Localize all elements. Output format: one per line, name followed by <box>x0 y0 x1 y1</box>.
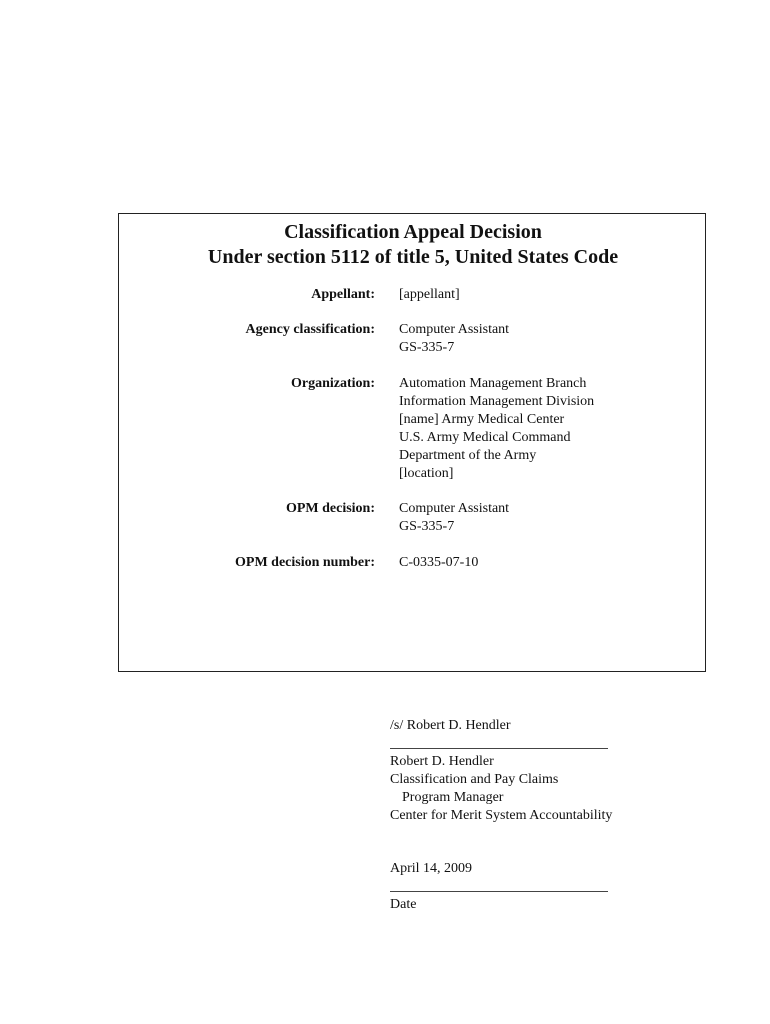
document-subtitle: Under section 5112 of title 5, United States Code <box>207 246 619 268</box>
document-title: Classification Appeal Decision <box>284 221 542 243</box>
opm-decision-label: OPM decision: <box>285 501 375 516</box>
opm-decision-number-label: OPM decision number: <box>235 555 375 570</box>
signer-title-continued: Program Manager <box>402 790 504 805</box>
agency-title: Computer Assistant <box>399 322 510 337</box>
signature-rule <box>390 748 608 749</box>
organization-line: [name] Army Medical Center <box>399 412 565 427</box>
appellant-text: [appellant] <box>399 287 460 302</box>
signer-office: Center for Merit System Accountability <box>390 808 613 823</box>
opm-decision-number-value <box>399 554 478 572</box>
opm-decision-grade: GS-335-7 <box>399 519 455 534</box>
date-rule <box>390 891 608 892</box>
appellant-label: Appellant: <box>311 287 375 302</box>
organization-line: Information Management Division <box>399 394 595 409</box>
opm-decision-value <box>399 500 509 536</box>
organization-line: Department of the Army <box>399 448 537 463</box>
agency-classification-label: Agency classification: <box>245 322 375 337</box>
organization-label: Organization: <box>291 376 375 391</box>
agency-classification-value <box>399 321 509 357</box>
opm-decision-title: Computer Assistant <box>399 501 510 516</box>
signer-title: Classification and Pay Claims <box>390 772 559 787</box>
organization-line: Automation Management Branch <box>399 376 587 391</box>
signature-date: April 14, 2009 <box>390 861 473 876</box>
organization-line: U.S. Army Medical Command <box>399 430 571 445</box>
agency-grade: GS-335-7 <box>399 340 455 355</box>
signer-name: Robert D. Hendler <box>390 754 494 769</box>
organization-line: [location] <box>399 466 454 481</box>
decision-header-box <box>118 213 706 672</box>
date-label: Date <box>390 897 417 912</box>
organization-value <box>399 375 594 483</box>
opm-decision-number-text: C-0335-07-10 <box>399 555 479 570</box>
appellant-value <box>399 286 460 304</box>
signature-line: /s/ Robert D. Hendler <box>390 718 511 733</box>
